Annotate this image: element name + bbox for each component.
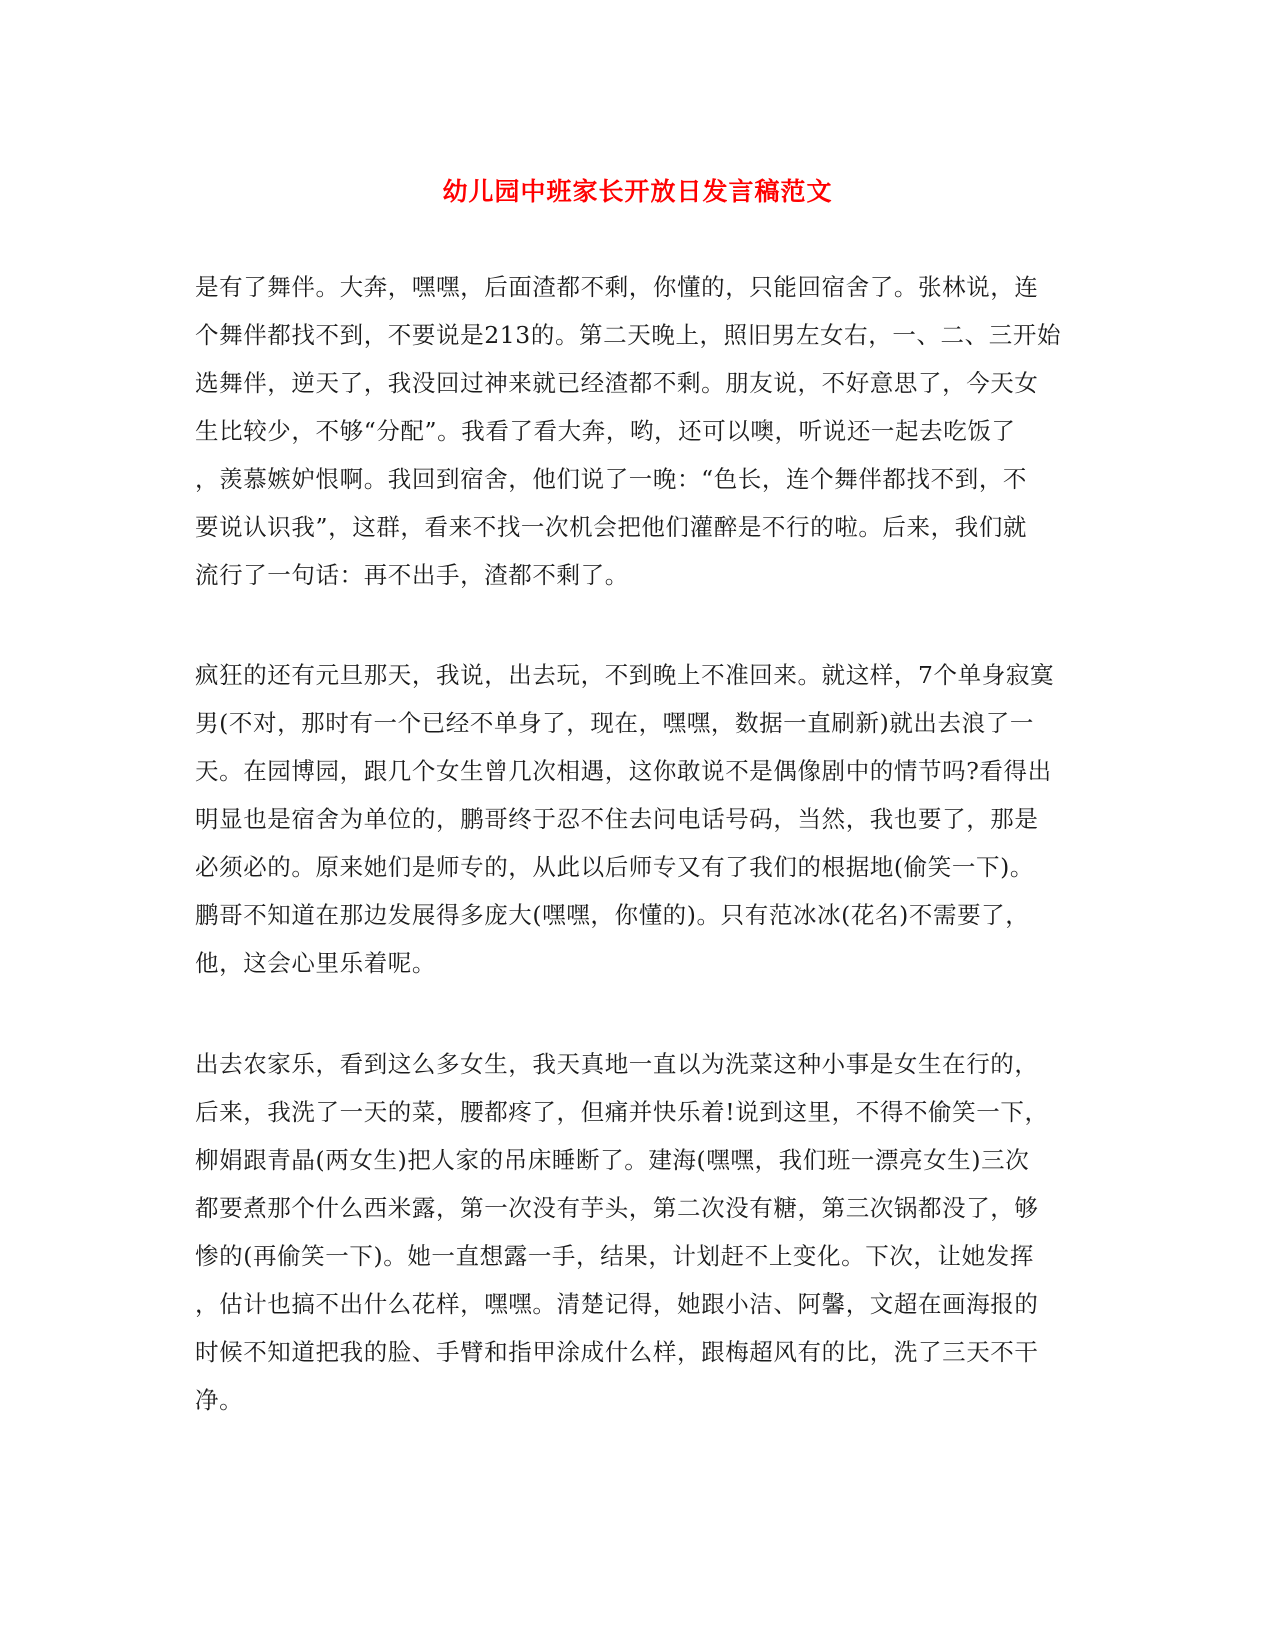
paragraph-line: 出去农家乐，看到这么多女生，我天真地一直以为洗菜这种小事是女生在行的， (195, 1050, 1039, 1078)
paragraph-line: 明显也是宿舍为单位的，鹏哥终于忍不住去问电话号码，当然，我也要了，那是 (195, 805, 1039, 833)
paragraph-line: 流行了一句话：再不出手，渣都不剩了。 (195, 561, 629, 589)
paragraph-line: 都要煮那个什么西米露，第一次没有芋头，第二次没有糖，第三次锅都没了，够 (195, 1194, 1039, 1222)
paragraph-line: 是有了舞伴。大奔，嘿嘿，后面渣都不剩，你懂的，只能回宿舍了。张林说，连 (195, 273, 1039, 301)
paragraph-line: 男(不对，那时有一个已经不单身了，现在，嘿嘿，数据一直刷新)就出去浪了一 (195, 709, 1034, 737)
paragraph-3 (195, 1040, 1085, 1424)
paragraph-line: 必须必的。原来她们是师专的，从此以后师专又有了我们的根据地(偷笑一下)。 (195, 853, 1034, 881)
paragraph-line: ，羡慕嫉妒恨啊。我回到宿舍，他们说了一晚：“色长，连个舞伴都找不到，不 (195, 465, 1028, 493)
paragraph-line: ，估计也搞不出什么花样，嘿嘿。清楚记得，她跟小洁、阿馨，文超在画海报的 (195, 1290, 1039, 1318)
paragraph-line: 生比较少，不够“分配”。我看了看大奔，哟，还可以噢，听说还一起去吃饭了 (195, 417, 1016, 445)
paragraph-line: 柳娟跟青晶(两女生)把人家的吊床睡断了。建海(嘿嘿，我们班一漂亮女生)三次 (195, 1146, 1030, 1174)
paragraph-line: 要说认识我”，这群，看来不找一次机会把他们灌醉是不行的啦。后来，我们就 (195, 513, 1028, 541)
paragraph-line: 个舞伴都找不到，不要说是213的。第二天晚上，照旧男左女右，一、二、三开始 (195, 321, 1062, 349)
paragraph-line: 时候不知道把我的脸、手臂和指甲涂成什么样，跟梅超风有的比，洗了三天不干 (195, 1338, 1039, 1366)
paragraph-line: 净。 (195, 1386, 244, 1414)
paragraph-line: 天。在园博园，跟几个女生曾几次相遇，这你敢说不是偶像剧中的情节吗?看得出 (195, 757, 1052, 785)
paragraph-2 (195, 651, 1085, 987)
paragraph-line: 疯狂的还有元旦那天，我说，出去玩，不到晚上不准回来。就这样，7个单身寂寞 (195, 661, 1055, 689)
paragraph-line: 选舞伴，逆天了，我没回过神来就已经渣都不剩。朋友说，不好意思了，今天女 (195, 369, 1039, 397)
paragraph-line: 惨的(再偷笑一下)。她一直想露一手，结果，计划赶不上变化。下次，让她发挥 (195, 1242, 1034, 1270)
document-title: 幼儿园中班家长开放日发言稿范文 (442, 177, 833, 206)
paragraph-line: 后来，我洗了一天的菜，腰都疼了，但痛并快乐着!说到这里，不得不偷笑一下， (195, 1098, 1049, 1126)
paragraph-line: 鹏哥不知道在那边发展得多庞大(嘿嘿，你懂的)。只有范冰冰(花名)不需要了， (195, 901, 1030, 929)
paragraph-1 (195, 263, 1085, 599)
paragraph-line: 他，这会心里乐着呢。 (195, 949, 436, 977)
